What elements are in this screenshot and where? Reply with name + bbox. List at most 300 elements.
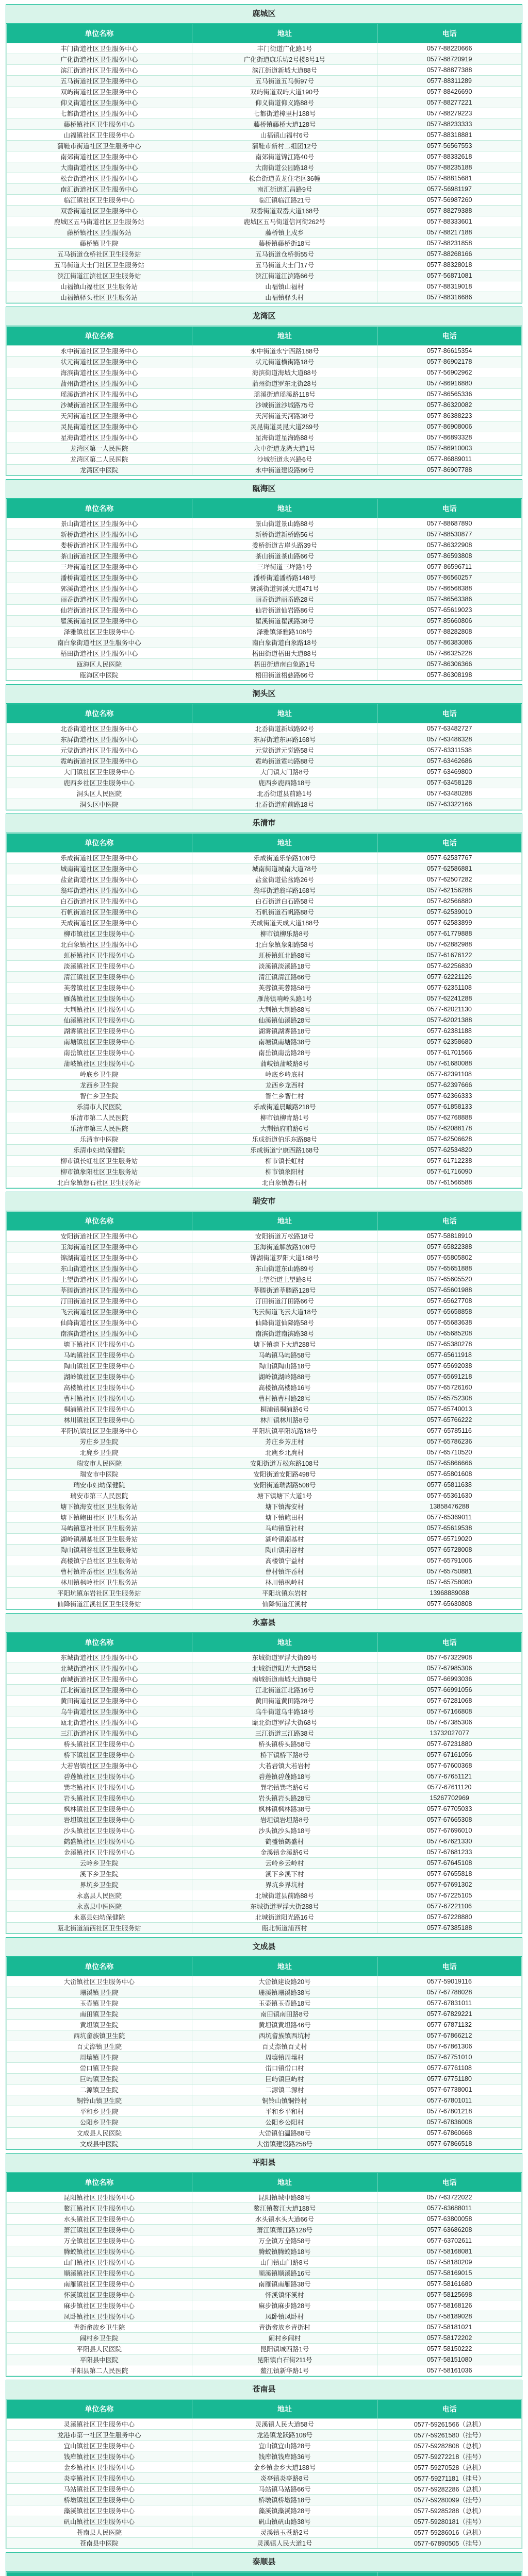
cell-org: 巨屿镇卫生院	[7, 2074, 192, 2084]
cell-phone: 0577-65630808	[377, 1599, 522, 1609]
cell-address: 山福镇山福村	[192, 281, 377, 292]
cell-address: 塘下镇塘下大道288号	[192, 1339, 377, 1350]
table-row	[7, 2246, 522, 2257]
header-org: 单位名称	[7, 2400, 192, 2419]
cell-address: 白石街道白石路58号	[192, 896, 377, 907]
cell-phone: 0577-65691218	[377, 1371, 522, 1382]
cell-address: 新桥街道新桥路56号	[192, 529, 377, 540]
table-row	[7, 950, 522, 961]
district-section	[6, 2380, 522, 2549]
cell-address: 南雁镇南雁路38号	[192, 2279, 377, 2290]
cell-address: 马站镇马站路66号	[192, 2484, 377, 2495]
district-title-text: 永嘉县	[252, 1618, 276, 1627]
cell-org: 平阳坑镇社区卫生服务中心	[7, 1426, 192, 1436]
cell-phone: 0577-63482727	[377, 723, 522, 734]
district-section	[6, 479, 522, 681]
cell-org: 仙溪镇社区卫生服务中心	[7, 1015, 192, 1026]
table-row	[7, 1804, 522, 1815]
clinic-table	[6, 2399, 522, 2549]
cell-phone: 0577-88311289	[377, 76, 522, 87]
cell-phone: 0577-86910003	[377, 443, 522, 454]
table-row	[7, 1166, 522, 1177]
table-header-row	[7, 1957, 522, 1976]
district-title	[6, 1938, 522, 1957]
cell-address: 珊溪镇珊溪路38号	[192, 1987, 377, 1998]
table-row	[7, 799, 522, 810]
cell-org: 松台街道社区卫生服务中心	[7, 173, 192, 184]
cell-address: 元觉街道元觉路58号	[192, 745, 377, 756]
cell-org: 云岭乡卫生院	[7, 1858, 192, 1869]
table-row	[7, 1361, 522, 1371]
cell-address: 鹿西乡鹿西路18号	[192, 777, 377, 788]
cell-org: 龙湾区第二人民医院	[7, 454, 192, 465]
cell-phone: 0577-67861306	[377, 2041, 522, 2052]
cell-address: 陶山镇荆谷村	[192, 1545, 377, 1555]
cell-phone: 0577-86893328	[377, 432, 522, 443]
cell-org: 曹村镇社区卫生服务中心	[7, 1393, 192, 1404]
district-section	[6, 684, 522, 810]
district-title	[6, 307, 522, 326]
cell-phone: 0577-86308198	[377, 670, 522, 681]
table-row	[7, 346, 522, 357]
cell-phone: 13968889088	[377, 1588, 522, 1599]
table-row	[7, 173, 522, 184]
cell-address: 南白象街道白象路18号	[192, 637, 377, 648]
cell-address: 湖岭镇湖岭路88号	[192, 1371, 377, 1382]
table-row	[7, 863, 522, 874]
cell-phone: 0577-56987260	[377, 195, 522, 206]
table-header-row	[7, 1633, 522, 1652]
table-row	[7, 2516, 522, 2527]
cell-phone: 0577-86565336	[377, 389, 522, 400]
table-row	[7, 896, 522, 907]
cell-phone: 0577-62882988	[377, 939, 522, 950]
cell-phone: 0577-67751180	[377, 2074, 522, 2084]
cell-address: 陶山镇陶山路18号	[192, 1361, 377, 1371]
table-row	[7, 551, 522, 562]
cell-org: 山福镇山福社区卫生服务站	[7, 281, 192, 292]
table-row	[7, 788, 522, 799]
cell-address: 松台街道黄龙住宅区36幢	[192, 173, 377, 184]
table-row	[7, 216, 522, 227]
cell-org: 仰义街道社区卫生服务中心	[7, 97, 192, 108]
district-title-text: 瑞安市	[252, 1197, 276, 1206]
cell-address: 高楼镇高楼路16号	[192, 1382, 377, 1393]
table-row	[7, 465, 522, 476]
cell-org: 塘下镇海安社区卫生服务站	[7, 1501, 192, 1512]
cell-phone: 0577-62507282	[377, 874, 522, 885]
cell-phone: 0577-86593808	[377, 551, 522, 562]
table-row	[7, 2052, 522, 2063]
table-row	[7, 2041, 522, 2052]
cell-phone: 0577-62021130	[377, 1004, 522, 1015]
table-header-row	[7, 24, 522, 43]
table-row	[7, 529, 522, 540]
district-title-text: 龙湾区	[252, 312, 276, 320]
table-row	[7, 2430, 522, 2441]
cell-address: 东屏街道东屏路168号	[192, 734, 377, 745]
cell-address: 临江镇临江路21号	[192, 195, 377, 206]
cell-org: 上望街道社区卫生服务中心	[7, 1274, 192, 1285]
table-row	[7, 1599, 522, 1609]
table-row	[7, 162, 522, 173]
table-row	[7, 76, 522, 87]
cell-phone: 0577-65866666	[377, 1458, 522, 1469]
cell-org: 二源镇卫生院	[7, 2084, 192, 2095]
table-row	[7, 1058, 522, 1069]
cell-address: 沙城街道永兴路6号	[192, 454, 377, 465]
cell-phone: 0577-86306366	[377, 659, 522, 670]
cell-phone: 0577-86322908	[377, 540, 522, 551]
cell-phone: 0577-59272218（挂号）	[377, 2451, 522, 2462]
table-header-row	[7, 2572, 522, 2576]
cell-phone: 0577-67665308	[377, 1815, 522, 1825]
cell-org: 瓯北街道浦西社区卫生服务站	[7, 1923, 192, 1934]
table-row	[7, 54, 522, 65]
cell-org: 塘下镇鲍田社区卫生服务站	[7, 1512, 192, 1523]
cell-org: 瓯北街道社区卫生服务中心	[7, 1717, 192, 1728]
table-row	[7, 2279, 522, 2290]
cell-phone: 0577-88233333	[377, 119, 522, 130]
cell-address: 岩坦镇岩坦路8号	[192, 1815, 377, 1825]
table-row	[7, 648, 522, 659]
cell-address: 闹村乡闹村	[192, 2333, 377, 2344]
table-row	[7, 2084, 522, 2095]
cell-address: 昆阳镇白石街211号	[192, 2354, 377, 2365]
cell-address: 桥下镇桥下路8号	[192, 1750, 377, 1760]
cell-phone: 0577-65619023	[377, 605, 522, 616]
cell-org: 龙湾区中医院	[7, 465, 192, 476]
cell-phone: 0577-59261566（总机）	[377, 2419, 522, 2430]
cell-org: 飞云街道社区卫生服务中心	[7, 1307, 192, 1317]
table-row	[7, 270, 522, 281]
cell-phone: 0577-62366333	[377, 1091, 522, 1101]
cell-phone: 0577-63686208	[377, 2225, 522, 2235]
header-phone	[377, 2572, 522, 2576]
cell-org: 柳市镇长虹社区卫生服务站	[7, 1156, 192, 1166]
cell-org: 闹村乡卫生院	[7, 2333, 192, 2344]
table-row	[7, 670, 522, 681]
cell-phone: 0577-85660806	[377, 616, 522, 626]
table-row	[7, 378, 522, 389]
cell-phone: 0577-67691302	[377, 1879, 522, 1890]
district-title	[6, 2380, 522, 2399]
cell-org: 江北街道社区卫生服务中心	[7, 1685, 192, 1696]
cell-org: 龙西乡卫生院	[7, 1080, 192, 1091]
cell-phone: 0577-65380278	[377, 1339, 522, 1350]
table-row	[7, 2322, 522, 2333]
cell-address: 湖岭镇潮基村	[192, 1534, 377, 1545]
cell-org: 藤桥镇社区卫生服务中心	[7, 119, 192, 130]
table-header-row	[7, 704, 522, 723]
cell-phone: 0577-63486328	[377, 734, 522, 745]
cell-address: 大峃镇建设路258号	[192, 2139, 377, 2149]
cell-org: 山福镇社区卫生服务中心	[7, 130, 192, 141]
table-row	[7, 1317, 522, 1328]
cell-org: 炎亭镇社区卫生服务中心	[7, 2473, 192, 2484]
cell-org: 藤桥镇卫生院	[7, 238, 192, 249]
cell-phone: 0577-86563386	[377, 594, 522, 605]
cell-address: 茶山街道茶山路66号	[192, 551, 377, 562]
cell-address: 大若岩镇大若岩村	[192, 1760, 377, 1771]
table-row	[7, 874, 522, 885]
table-row	[7, 2268, 522, 2279]
cell-org: 大门镇社区卫生服务中心	[7, 767, 192, 777]
table-row	[7, 1566, 522, 1577]
cell-phone: 0577-67860668	[377, 2128, 522, 2139]
cell-phone: 0577-63322166	[377, 799, 522, 810]
table-row	[7, 2063, 522, 2074]
table-row	[7, 961, 522, 972]
cell-phone: 0577-62221126	[377, 972, 522, 982]
table-row	[7, 2020, 522, 2030]
cell-address: 碧莲镇碧莲路18号	[192, 1771, 377, 1782]
table-row	[7, 626, 522, 637]
table-row	[7, 454, 522, 465]
table-row	[7, 1296, 522, 1307]
cell-phone: 0577-61779888	[377, 928, 522, 939]
cell-org: 五马街道仓桥社区卫生服务站	[7, 249, 192, 260]
clinic-table	[6, 1957, 522, 2149]
cell-phone: 0577-67166808	[377, 1706, 522, 1717]
table-row	[7, 1339, 522, 1350]
table-row	[7, 260, 522, 270]
cell-address: 枫林镇枫林路38号	[192, 1804, 377, 1815]
cell-org: 文成县人民医院	[7, 2128, 192, 2139]
cell-org: 瓯海区人民医院	[7, 659, 192, 670]
cell-org: 湖雾镇社区卫生服务中心	[7, 1026, 192, 1037]
cell-phone: 15267702969	[377, 1793, 522, 1804]
table-row	[7, 2203, 522, 2214]
cell-address: 林川镇枫岭村	[192, 1577, 377, 1588]
cell-address: 乐成街道伯乐东路88号	[192, 1134, 377, 1145]
header-address: 地址	[192, 24, 377, 43]
cell-phone: 0577-86568388	[377, 583, 522, 594]
district-title	[6, 1614, 522, 1633]
cell-phone: 0577-88220666	[377, 43, 522, 54]
cell-phone: 0577-62088178	[377, 1123, 522, 1134]
cell-phone: 0577-65685208	[377, 1328, 522, 1339]
cell-org: 大南街道社区卫生服务中心	[7, 162, 192, 173]
table-row	[7, 281, 522, 292]
table-row	[7, 432, 522, 443]
district-title	[6, 814, 522, 833]
cell-phone: 0577-66991056	[377, 1685, 522, 1696]
cell-phone: 0577-58125698	[377, 2290, 522, 2300]
cell-address: 钱库镇钱库路36号	[192, 2451, 377, 2462]
table-row	[7, 1026, 522, 1037]
cell-org: 仙降街道江溪社区卫生服务站	[7, 1599, 192, 1609]
table-row	[7, 972, 522, 982]
cell-address: 芳庄乡芳庄村	[192, 1436, 377, 1447]
cell-address: 永中街道永宁西路188号	[192, 346, 377, 357]
cell-org: 陶山镇社区卫生服务中心	[7, 1361, 192, 1371]
cell-phone: 0577-67836008	[377, 2117, 522, 2128]
table-row	[7, 1555, 522, 1566]
cell-phone: 0577-56981197	[377, 184, 522, 195]
cell-address: 塘下镇塘下大道1号	[192, 1490, 377, 1501]
cell-org: 乐清市人民医院	[7, 1101, 192, 1112]
table-row	[7, 1490, 522, 1501]
clinic-table	[6, 833, 522, 1188]
cell-phone: 0577-58161680	[377, 2279, 522, 2290]
cell-address: 马屿镇马屿路58号	[192, 1350, 377, 1361]
table-row	[7, 1047, 522, 1058]
cell-address: 五马街道五马街97号	[192, 76, 377, 87]
cell-address: 桥墩镇桥墩路18号	[192, 2495, 377, 2505]
cell-phone: 0577-86383086	[377, 637, 522, 648]
cell-phone: 0577-62534820	[377, 1145, 522, 1156]
cell-phone: 0577-67385306	[377, 1717, 522, 1728]
cell-org: 汀田街道社区卫生服务中心	[7, 1296, 192, 1307]
cell-org: 鹤盛镇社区卫生服务中心	[7, 1836, 192, 1847]
cell-phone: 0577-88231858	[377, 238, 522, 249]
table-row	[7, 1836, 522, 1847]
cell-org: 山福镇驿头社区卫生服务站	[7, 292, 192, 303]
cell-address: 高楼镇宁益村	[192, 1555, 377, 1566]
cell-org: 南城街道社区卫生服务中心	[7, 1674, 192, 1685]
cell-phone: 13732027077	[377, 1728, 522, 1739]
cell-org: 百丈漈镇卫生院	[7, 2041, 192, 2052]
table-row	[7, 1674, 522, 1685]
cell-org: 沙城街道社区卫生服务中心	[7, 400, 192, 411]
district-title	[6, 5, 522, 24]
header-phone: 电话	[377, 24, 522, 43]
cell-org: 平阳坑镇东岩社区卫生服务站	[7, 1588, 192, 1599]
cell-phone: 0577-65369011	[377, 1512, 522, 1523]
cell-org: 珊溪镇卫生院	[7, 1987, 192, 1998]
table-row	[7, 119, 522, 130]
cell-phone: 0577-63462686	[377, 756, 522, 767]
cell-address: 莘塍街道莘塍路128号	[192, 1285, 377, 1296]
cell-phone: 0577-65627708	[377, 1296, 522, 1307]
cell-phone: 0577-63688011	[377, 2203, 522, 2214]
table-row	[7, 1912, 522, 1923]
cell-phone: 0577-59019116	[377, 1976, 522, 1987]
table-row	[7, 1037, 522, 1047]
cell-org: 藤桥镇社区卫生服务站	[7, 227, 192, 238]
cell-phone: 0577-67871132	[377, 2020, 522, 2030]
cell-address: 北城街道县前路88号	[192, 1890, 377, 1901]
table-row	[7, 1717, 522, 1728]
cell-org: 状元街道社区卫生服务中心	[7, 357, 192, 367]
table-row	[7, 572, 522, 583]
district-section	[6, 1937, 522, 2150]
cell-org: 乐清市中医院	[7, 1134, 192, 1145]
cell-phone: 0577-65791006	[377, 1555, 522, 1566]
header-phone: 电话	[377, 2400, 522, 2419]
table-row	[7, 1976, 522, 1987]
cell-org: 滨江街道社区卫生服务中心	[7, 65, 192, 76]
cell-org: 黄坦镇卫生院	[7, 2020, 192, 2030]
table-row	[7, 1101, 522, 1112]
table-row	[7, 1847, 522, 1858]
header-address: 地址	[192, 704, 377, 723]
cell-phone: 0577-67221106	[377, 1901, 522, 1912]
cell-address: 山福镇驿头村	[192, 292, 377, 303]
cell-address: 大荆镇府前路6号	[192, 1123, 377, 1134]
cell-address: 鹿城区五马街道信河街262号	[192, 216, 377, 227]
table-row	[7, 1285, 522, 1296]
cell-org: 海滨街道社区卫生服务中心	[7, 367, 192, 378]
cell-phone: 0577-63458128	[377, 777, 522, 788]
cell-org: 藻溪镇社区卫生服务中心	[7, 2505, 192, 2516]
table-row	[7, 2009, 522, 2020]
cell-org: 陶山镇荆谷社区卫生服务站	[7, 1545, 192, 1555]
cell-org: 翁垟街道社区卫生服务中心	[7, 885, 192, 896]
cell-org: 青街畲族乡卫生院	[7, 2322, 192, 2333]
cell-address: 萧江镇萧江路128号	[192, 2225, 377, 2235]
cell-org: 巽宅镇社区卫生服务中心	[7, 1782, 192, 1793]
cell-address: 梧田街道南白象路1号	[192, 659, 377, 670]
cell-phone: 0577-67890505（挂号）	[377, 2538, 522, 2549]
cell-org: 苍南县中医院	[7, 2538, 192, 2549]
cell-org: 碧莲镇社区卫生服务中心	[7, 1771, 192, 1782]
table-row	[7, 1426, 522, 1436]
cell-phone: 0577-86889011	[377, 454, 522, 465]
table-row	[7, 2344, 522, 2354]
cell-address: 南郊街道锦江路40号	[192, 151, 377, 162]
cell-phone: 0577-67831011	[377, 1998, 522, 2009]
district-title-text: 洞头区	[252, 689, 276, 698]
cell-address: 桐浦镇桐浦路6号	[192, 1404, 377, 1415]
cell-address: 玉壶镇玉壶路18号	[192, 1998, 377, 2009]
clinic-table	[6, 2572, 522, 2576]
cell-address: 鳌江镇鳌江大道188号	[192, 2203, 377, 2214]
cell-phone: 0577-62537767	[377, 853, 522, 863]
cell-phone: 0577-88318881	[377, 130, 522, 141]
table-row	[7, 443, 522, 454]
header-org: 单位名称	[7, 1633, 192, 1652]
cell-phone: 0577-58172202	[377, 2333, 522, 2344]
table-row	[7, 1760, 522, 1771]
cell-org: 霓屿街道社区卫生服务中心	[7, 756, 192, 767]
district-section	[6, 1192, 522, 1610]
header-address: 地址	[192, 1212, 377, 1231]
cell-org: 仙降街道社区卫生服务中心	[7, 1317, 192, 1328]
cell-org: 莘塍街道社区卫生服务中心	[7, 1285, 192, 1296]
table-row	[7, 421, 522, 432]
cell-address: 芙蓉镇芙蓉路58号	[192, 982, 377, 993]
cell-address: 清江镇清江路66号	[192, 972, 377, 982]
cell-org: 南汇街道社区卫生服务中心	[7, 184, 192, 195]
district-title	[6, 2154, 522, 2173]
cell-phone: 0577-65801608	[377, 1469, 522, 1480]
cell-phone: 0577-61858133	[377, 1101, 522, 1112]
table-row	[7, 1134, 522, 1145]
table-row	[7, 1015, 522, 1026]
table-header-row	[7, 499, 522, 518]
table-row	[7, 184, 522, 195]
table-row	[7, 2225, 522, 2235]
cell-phone: 0577-62539010	[377, 907, 522, 918]
table-row	[7, 928, 522, 939]
cell-address: 郭溪街道郭溪大道471号	[192, 583, 377, 594]
table-row	[7, 411, 522, 421]
cell-org: 林川镇社区卫生服务中心	[7, 1415, 192, 1426]
cell-address: 山门镇山门路8号	[192, 2257, 377, 2268]
cell-phone: 0577-65786236	[377, 1436, 522, 1447]
cell-org: 南岳镇社区卫生服务中心	[7, 1047, 192, 1058]
cell-phone: 0577-56567553	[377, 141, 522, 151]
cell-address: 瓯北街道罗浮大街68号	[192, 1717, 377, 1728]
table-row	[7, 1534, 522, 1545]
cell-org: 洞头区中医院	[7, 799, 192, 810]
table-row	[7, 1588, 522, 1599]
cell-phone: 0577-86615354	[377, 346, 522, 357]
cell-phone: 0577-59270528（总机）	[377, 2462, 522, 2473]
cell-phone: 0577-58169015	[377, 2268, 522, 2279]
